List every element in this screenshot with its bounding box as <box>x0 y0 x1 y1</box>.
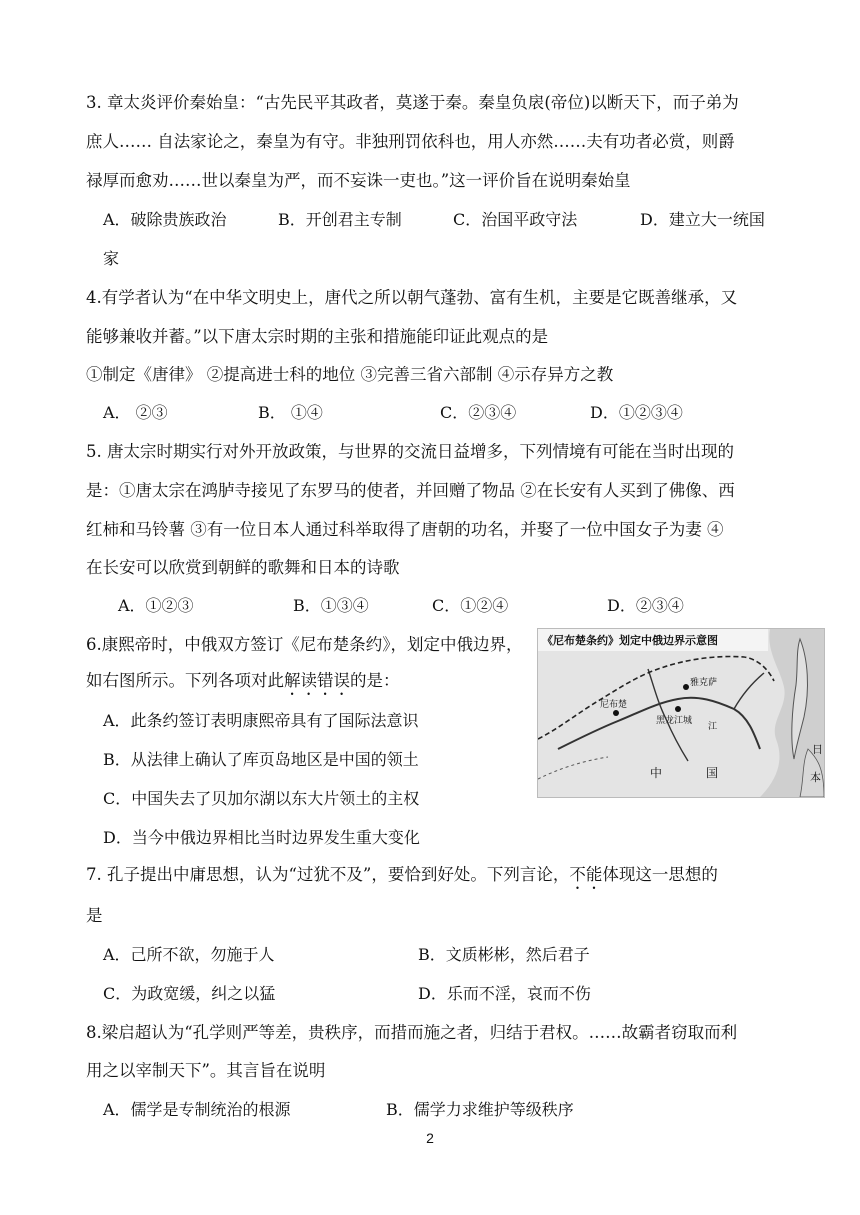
map-title: 《尼布楚条约》划定中俄边界示意图 <box>542 635 718 647</box>
q4-option-c: C．②③④ <box>440 403 517 422</box>
q3-option-d: D．建立大一统国 <box>640 210 765 229</box>
q7-line-1-post: 体现这一思想的 <box>602 865 718 884</box>
map-label-zhong: 中 <box>650 766 663 780</box>
map-label-ri: 日 <box>812 744 823 756</box>
q4-line-2: 能够兼收并蓄。”以下唐太宗时期的主张和措施能印证此观点的是 <box>86 327 549 346</box>
q7-line-1-pre: 7. 孔子提出中庸思想，认为“过犹不及”，要恰到好处。下列言论， <box>86 865 570 884</box>
q7-option-a: A．己所不欲，勿施于人 <box>103 945 275 964</box>
q5-line-3: 红柿和马铃薯 ③有一位日本人通过科举取得了唐朝的功名，并娶了一位中国女子为妻 ④ <box>86 520 724 539</box>
map-label-guo: 国 <box>706 766 719 780</box>
map-label-nerchinsk: 尼布楚 <box>600 699 628 709</box>
map-label-ben: 本 <box>810 772 821 784</box>
q6-line-2 <box>86 670 400 699</box>
q7-line-2: 是 <box>86 906 103 925</box>
q6-emphasis: 解读错误 <box>284 671 350 690</box>
q6-line-2-post: 的是： <box>350 671 400 690</box>
q5-option-c: C．①②④ <box>432 596 509 615</box>
q3-option-c: C．治国平政守法 <box>453 210 578 229</box>
q7-line-1 <box>86 864 718 893</box>
q3-line-3: 禄厚而愈劝……世以秦皇为严，而不妄诛一吏也。”这一评价旨在说明秦始皇 <box>86 171 631 190</box>
q4-option-d: D．①②③④ <box>590 403 683 422</box>
q8-option-b: B．儒学力求维护等级秩序 <box>386 1100 574 1119</box>
q7-emphasis: 不能 <box>569 865 603 884</box>
q6-line-1: 6.康熙帝时，中俄双方签订《尼布楚条约》，划定中俄边界， <box>86 635 523 654</box>
map-label-heilongjiang-city: 黑龙江城 <box>656 715 693 725</box>
q6-line-2-pre: 如右图所示。下列各项对此 <box>86 671 284 690</box>
q3-line-1: 3. 章太炎评价秦始皇：“古先民平其政者，莫遂于秦。秦皇负扆(帝位)以断天下，而子弟为 <box>86 93 739 112</box>
q8-option-a: A．儒学是专制统治的根源 <box>103 1100 291 1119</box>
q8-line-1: 8.梁启超认为“孔学则严等差，贵秩序，而措而施之者，归结于君权。……故霸者窃取而利 <box>86 1023 738 1042</box>
q7-option-c: C．为政宽缓，纠之以猛 <box>103 984 276 1003</box>
q3-option-b: B．开创君主专制 <box>278 210 402 229</box>
q5-line-2: 是：①唐太宗在鸿胪寺接见了东罗马的使者，并回赠了物品 ②在长安有人买到了佛像、西 <box>86 481 735 500</box>
q4-items: ①制定《唐律》 ②提高进士科的地位 ③完善三省六部制 ④示存异方之教 <box>86 365 614 384</box>
q4-option-b: B． ①④ <box>258 403 323 422</box>
q3-option-d-continuation: 家 <box>103 249 120 268</box>
q4-option-a: A． ②③ <box>103 403 168 422</box>
q6-option-c: C．中国失去了贝加尔湖以东大片领土的主权 <box>103 789 420 808</box>
q4-line-1: 4.有学者认为“在中华文明史上，唐代之所以朝气蓬勃、富有生机，主要是它既善继承，又 <box>86 288 738 307</box>
q5-line-1: 5. 唐太宗时期实行对外开放政策，与世界的交流日益增多，下列情境有可能在当时出现的 <box>86 442 734 461</box>
map-label-yakesa: 雅克萨 <box>690 677 718 687</box>
q7-option-b: B．文质彬彬，然后君子 <box>418 945 590 964</box>
q6-option-a: A．此条约签订表明康熙帝具有了国际法意识 <box>103 711 419 730</box>
q3-option-a: A．破除贵族政治 <box>103 210 227 229</box>
q5-option-d: D．②③④ <box>607 596 684 615</box>
q3-line-2: 庶人…… 自法家论之，秦皇为有守。非独刑罚依科也，用人亦然……夫有功者必赏，则爵 <box>86 132 735 151</box>
q8-line-2: 用之以宰制天下”。其言旨在说明 <box>86 1061 326 1080</box>
map-label-jiang: 江 <box>708 721 718 731</box>
q6-option-b: B．从法律上确认了库页岛地区是中国的领土 <box>103 750 419 769</box>
q7-option-d: D．乐而不淫，哀而不伤 <box>418 984 591 1003</box>
page-number: 2 <box>426 1130 434 1146</box>
border-map-figure <box>537 628 825 798</box>
q5-option-b: B．①③④ <box>293 596 369 615</box>
q5-option-a: A．①②③ <box>118 596 194 615</box>
border-map <box>538 629 824 797</box>
q6-option-d: D．当今中俄边界相比当时边界发生重大变化 <box>103 828 420 847</box>
q5-line-4: 在长安可以欣赏到朝鲜的歌舞和日本的诗歌 <box>86 558 400 577</box>
